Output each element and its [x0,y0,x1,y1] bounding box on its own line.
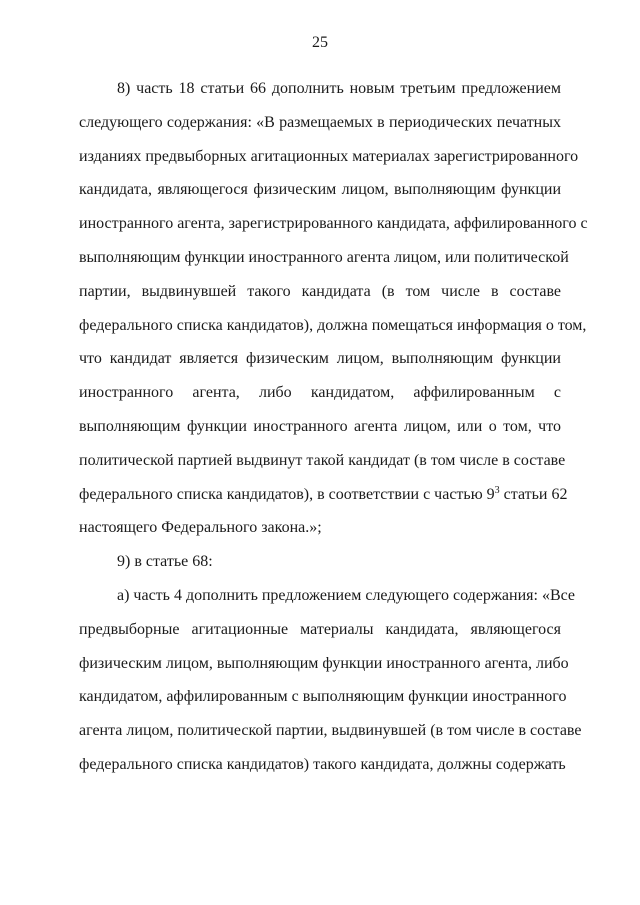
text-line-content: партии, выдвинувшей такого кандидата (в том числе в составе [79,282,561,300]
text-line-content: физическим лицом, выполняющим функции иностранного агента, либо [79,654,569,672]
text-line [79,647,569,681]
text-line-content: иностранного агента, либо кандидатом, аффилированным с [79,384,561,402]
text-line [79,511,561,545]
text-line-content: 8) часть 18 статьи 66 дополнить новым третьим предложением [117,80,561,97]
text-line-content: настоящего Федерального закона.»; [79,519,322,537]
text-line [79,613,561,647]
text-line-content: кандидата, являющегося физическим лицом, выполняющим функции [79,181,561,199]
text-line-content: иностранного агента, зарегистрированного кандидата, аффилированного с [79,215,588,233]
text-line-content: что кандидат является физическим лицом, выполняющим функции [79,350,561,368]
text-line [79,342,561,376]
superscript: 3 [494,484,500,496]
text-line [79,444,566,478]
body-text [79,72,588,782]
text-line [79,275,561,309]
text-line [79,376,561,410]
text-line-content: выполняющим функции иностранного агента лицом, или политической [79,248,569,266]
text-line-content: кандидатом, аффилированным с выполняющим функции иностранного [79,688,567,706]
text-line-content: 9) в статье 68: [117,553,213,571]
text-line [79,106,561,140]
text-line-content: выполняющим функции иностранного агента лицом, или о том, что [79,417,561,435]
text-line [79,207,588,241]
text-line-content: федерального списка кандидатов), в соответствии с частью 9 [79,485,495,503]
text-line [79,680,567,714]
text-line [79,410,561,444]
text-line [79,140,579,174]
text-line-content: федерального списка кандидатов), должна помещаться информация о том, [79,316,587,334]
text-line-content: изданиях предвыборных агитационных материалах зарегистрированного [79,147,579,165]
text-line [79,545,561,579]
text-line-tail: статьи 62 [499,485,568,503]
text-line [79,241,569,275]
text-line-content: агента лицом, политической партии, выдвинувшей (в том числе в составе [79,722,582,740]
text-line-content: а) часть 4 дополнить предложением следующего содержания: «Все [117,586,576,604]
text-line [79,748,566,782]
text-line-content: предвыборные агитационные материалы кандидата, являющегося [79,620,561,638]
text-line [79,579,576,613]
text-line [79,309,587,343]
text-line [79,173,561,207]
text-line-content: политической партией выдвинут такой кандидат (в том числе в составе [79,451,566,469]
text-line [79,72,561,106]
text-line-content: следующего содержания: «В размещаемых в периодических печатных [79,113,561,131]
page-number: 25 [312,34,328,51]
text-line [79,478,568,512]
text-line-content: федерального списка кандидатов) такого кандидата, должны содержать [79,755,566,773]
text-line [79,714,582,748]
